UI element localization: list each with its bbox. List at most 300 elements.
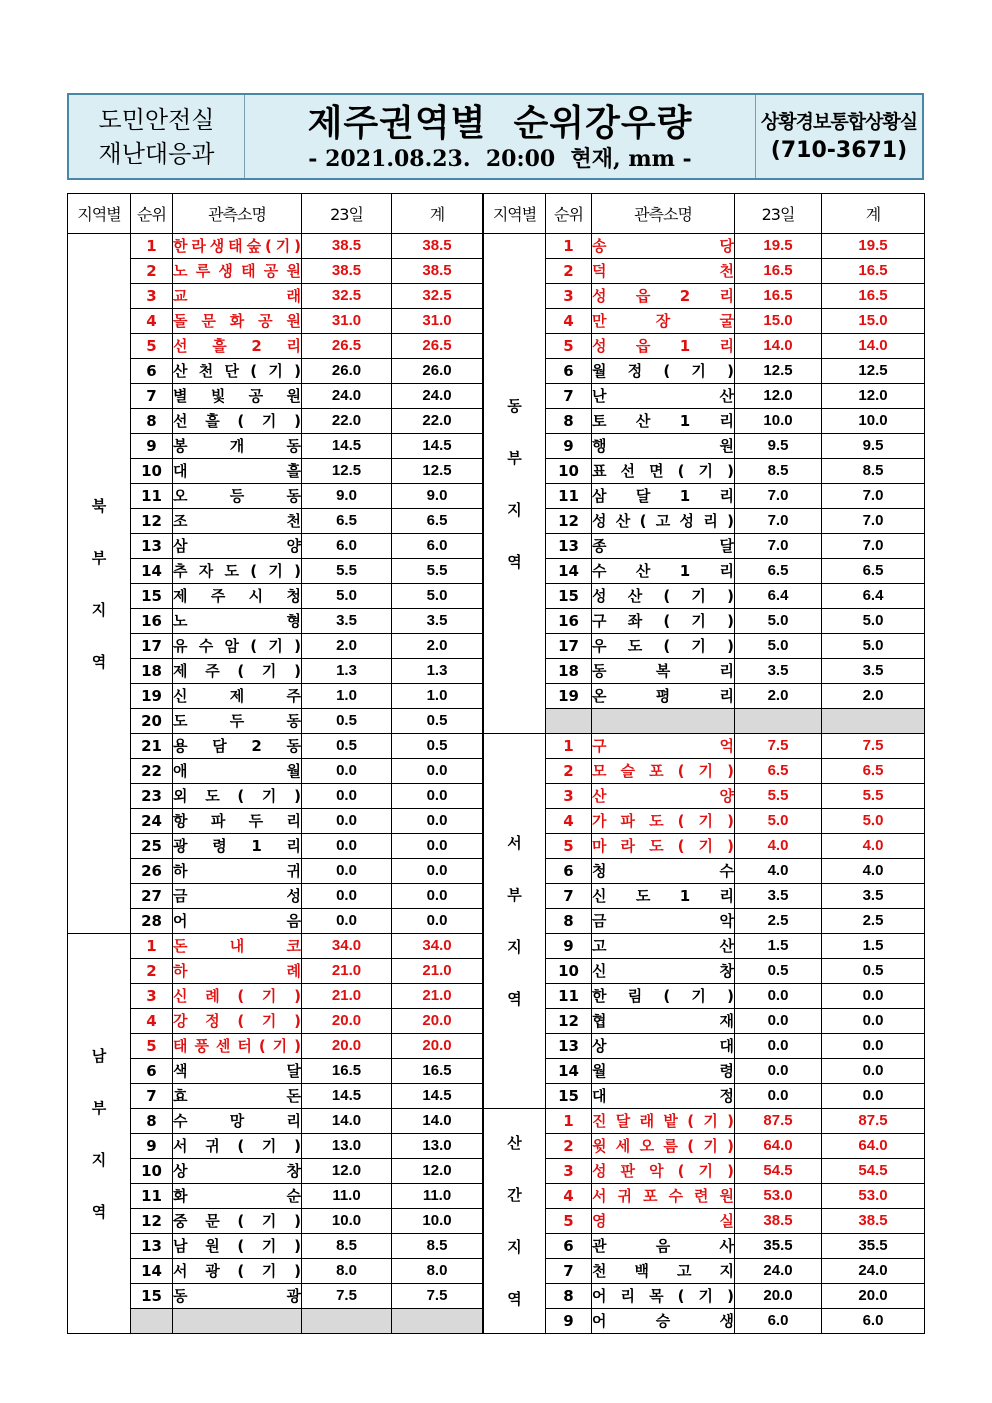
table-row	[484, 1284, 925, 1309]
day-rainfall-cell: 21.0	[302, 959, 392, 984]
total-rainfall-cell: 5.0	[392, 584, 483, 609]
table-row	[68, 484, 483, 509]
rank-cell: 3	[546, 784, 592, 809]
station-name: 삼 달 1 리	[592, 487, 734, 505]
station-name-cell	[173, 384, 302, 409]
rank-cell: 12	[131, 509, 173, 534]
rank-cell: 15	[546, 1084, 592, 1109]
station-name: 산 천 단 ( 기 )	[173, 362, 301, 380]
day-rainfall-cell: 1.0	[302, 684, 392, 709]
station-name-cell	[592, 984, 735, 1009]
total-rainfall-cell: 14.5	[392, 434, 483, 459]
station-name: 서 귀 ( 기 )	[173, 1137, 301, 1155]
day-rainfall-cell: 5.0	[302, 584, 392, 609]
station-name: 수 망 리	[173, 1112, 301, 1130]
table-row	[68, 409, 483, 434]
day-rainfall-cell: 38.5	[735, 1209, 822, 1234]
rank-cell: 5	[546, 334, 592, 359]
station-name-cell	[173, 1059, 302, 1084]
day-rainfall-cell: 32.5	[302, 284, 392, 309]
station-name-cell	[592, 884, 735, 909]
day-rainfall-cell: 3.5	[302, 609, 392, 634]
day-rainfall-cell: 6.0	[302, 534, 392, 559]
station-name: 청 수	[592, 862, 734, 880]
day-rainfall-cell: 3.5	[735, 884, 822, 909]
table-row	[484, 584, 925, 609]
table-row	[68, 834, 483, 859]
total-rainfall-cell: 14.5	[392, 1084, 483, 1109]
station-name-cell	[592, 1184, 735, 1209]
station-name: 상 대	[592, 1037, 734, 1055]
table-row	[484, 659, 925, 684]
station-name-cell	[173, 1084, 302, 1109]
station-name-cell	[173, 459, 302, 484]
table-row	[484, 759, 925, 784]
table-row	[68, 1084, 483, 1109]
rank-cell: 11	[131, 1184, 173, 1209]
day-rainfall-cell: 26.0	[302, 359, 392, 384]
rank-cell: 15	[131, 584, 173, 609]
column-header-day: 23일	[735, 194, 822, 234]
station-name-cell	[173, 309, 302, 334]
table-row	[484, 459, 925, 484]
day-rainfall-cell: 12.5	[302, 459, 392, 484]
day-rainfall-cell: 8.5	[735, 459, 822, 484]
station-name: 화 순	[173, 1187, 301, 1205]
station-name-cell	[173, 434, 302, 459]
table-row	[484, 1209, 925, 1234]
total-rainfall-cell: 0.0	[392, 784, 483, 809]
day-rainfall-cell: 19.5	[735, 234, 822, 259]
rank-cell: 12	[131, 1209, 173, 1234]
station-name-cell	[173, 1184, 302, 1209]
table-row	[484, 684, 925, 709]
total-rainfall-cell: 12.5	[392, 459, 483, 484]
rank-cell	[131, 1309, 173, 1334]
region-name: 동 부 지 역	[507, 396, 522, 571]
rank-cell: 1	[131, 234, 173, 259]
table-row	[484, 909, 925, 934]
station-name: 행 원	[592, 437, 734, 455]
table-row	[68, 634, 483, 659]
rank-cell: 5	[131, 334, 173, 359]
table-row	[68, 1059, 483, 1084]
station-name-cell	[592, 1259, 735, 1284]
day-rainfall-cell: 5.0	[735, 809, 822, 834]
day-rainfall-cell: 20.0	[302, 1034, 392, 1059]
table-row	[68, 734, 483, 759]
station-name-cell	[592, 834, 735, 859]
station-name: 영 실	[592, 1212, 734, 1230]
day-rainfall-cell: 0.0	[302, 834, 392, 859]
station-name-cell	[173, 1034, 302, 1059]
total-rainfall-cell: 0.0	[392, 809, 483, 834]
day-rainfall-cell: 12.0	[735, 384, 822, 409]
station-name-cell	[592, 409, 735, 434]
total-rainfall-cell: 14.0	[392, 1109, 483, 1134]
rank-cell: 11	[131, 484, 173, 509]
rank-cell: 16	[546, 609, 592, 634]
rank-cell: 9	[546, 434, 592, 459]
rank-cell: 2	[546, 259, 592, 284]
table-row	[484, 884, 925, 909]
total-rainfall-cell: 21.0	[392, 959, 483, 984]
total-rainfall-cell: 3.5	[822, 659, 925, 684]
total-rainfall-cell: 0.0	[822, 1059, 925, 1084]
station-name-cell	[173, 1159, 302, 1184]
station-name-cell	[592, 284, 735, 309]
day-rainfall-cell: 1.5	[735, 934, 822, 959]
rank-cell: 3	[546, 1159, 592, 1184]
station-name: 고 산	[592, 937, 734, 955]
total-rainfall-cell: 2.5	[822, 909, 925, 934]
table-row	[68, 984, 483, 1009]
total-rainfall-cell: 16.5	[822, 284, 925, 309]
station-name-cell	[173, 884, 302, 909]
table-row	[68, 384, 483, 409]
table-row	[68, 1209, 483, 1234]
station-name: 태 풍 센 터 ( 기 )	[173, 1037, 301, 1055]
table-row	[68, 934, 483, 959]
station-name: 금 성	[173, 887, 301, 905]
station-name: 성 산 ( 고 성 리 )	[592, 512, 734, 530]
table-row	[68, 259, 483, 284]
day-rainfall-cell: 35.5	[735, 1234, 822, 1259]
column-header-rank: 순위	[131, 194, 173, 234]
day-rainfall-cell: 9.0	[302, 484, 392, 509]
station-name: 돈 내 코	[173, 937, 301, 955]
station-name: 구 억	[592, 737, 734, 755]
day-rainfall-cell: 20.0	[735, 1284, 822, 1309]
rank-cell: 6	[131, 1059, 173, 1084]
rank-cell: 18	[546, 659, 592, 684]
day-rainfall-cell: 3.5	[735, 659, 822, 684]
table-row	[484, 959, 925, 984]
column-header-region: 지역별	[68, 194, 131, 234]
station-name: 월 정 ( 기 )	[592, 362, 734, 380]
station-name-cell	[592, 759, 735, 784]
total-rainfall-cell: 7.5	[822, 734, 925, 759]
station-name-cell	[592, 909, 735, 934]
total-rainfall-cell: 26.0	[392, 359, 483, 384]
table-row	[68, 1234, 483, 1259]
total-rainfall-cell: 12.0	[392, 1159, 483, 1184]
station-name-cell	[592, 484, 735, 509]
day-rainfall-cell: 7.0	[735, 534, 822, 559]
station-name-cell	[173, 809, 302, 834]
station-name-cell	[173, 534, 302, 559]
rank-cell: 20	[131, 709, 173, 734]
total-rainfall-cell: 32.5	[392, 284, 483, 309]
rank-cell: 3	[131, 984, 173, 1009]
left-table-body	[68, 234, 483, 1334]
table-row	[484, 359, 925, 384]
table-header-row	[68, 194, 483, 234]
table-row	[68, 609, 483, 634]
station-name: 동 복 리	[592, 662, 734, 680]
station-name: 토 산 1 리	[592, 412, 734, 430]
total-rainfall-cell	[392, 1309, 483, 1334]
table-row	[68, 459, 483, 484]
station-name-cell	[173, 559, 302, 584]
day-rainfall-cell: 87.5	[735, 1109, 822, 1134]
station-name-cell	[592, 334, 735, 359]
day-rainfall-cell: 0.5	[302, 709, 392, 734]
station-name: 하 례	[173, 962, 301, 980]
rank-cell: 10	[546, 459, 592, 484]
station-name-cell	[592, 259, 735, 284]
contact-box	[755, 95, 922, 178]
station-name: 모 슬 포 ( 기 )	[592, 762, 734, 780]
rank-cell: 14	[546, 559, 592, 584]
station-name-cell	[592, 1134, 735, 1159]
station-name-cell	[173, 1284, 302, 1309]
day-rainfall-cell: 12.0	[302, 1159, 392, 1184]
rank-cell: 7	[546, 884, 592, 909]
table-row	[484, 484, 925, 509]
table-row	[68, 909, 483, 934]
total-rainfall-cell: 6.5	[822, 759, 925, 784]
total-rainfall-cell: 24.0	[822, 1259, 925, 1284]
table-row	[484, 1309, 925, 1334]
rank-cell: 7	[131, 384, 173, 409]
column-header-day: 23일	[302, 194, 392, 234]
total-rainfall-cell: 5.5	[822, 784, 925, 809]
station-name-cell	[592, 584, 735, 609]
station-name-cell	[173, 284, 302, 309]
table-row	[484, 1184, 925, 1209]
day-rainfall-cell: 7.0	[735, 484, 822, 509]
total-rainfall-cell: 13.0	[392, 1134, 483, 1159]
station-name: 하 귀	[173, 862, 301, 880]
table-row	[68, 684, 483, 709]
department-line-1: 도민안전실	[98, 105, 215, 134]
table-row	[484, 559, 925, 584]
total-rainfall-cell: 0.0	[392, 859, 483, 884]
day-rainfall-cell: 4.0	[735, 859, 822, 884]
day-rainfall-cell	[735, 709, 822, 734]
day-rainfall-cell: 5.0	[735, 634, 822, 659]
station-name: 조 천	[173, 512, 301, 530]
day-rainfall-cell: 0.0	[302, 759, 392, 784]
total-rainfall-cell: 0.0	[392, 884, 483, 909]
table-row	[484, 234, 925, 259]
total-rainfall-cell: 24.0	[392, 384, 483, 409]
station-name-cell	[173, 259, 302, 284]
station-name-cell	[173, 934, 302, 959]
station-name: 별 빛 공 원	[173, 387, 301, 405]
total-rainfall-cell: 16.5	[822, 259, 925, 284]
total-rainfall-cell: 7.0	[822, 534, 925, 559]
station-name: 금 악	[592, 912, 734, 930]
right-rainfall-table	[483, 193, 925, 1334]
total-rainfall-cell: 6.5	[392, 509, 483, 534]
station-name-cell	[592, 309, 735, 334]
table-row	[484, 1009, 925, 1034]
total-rainfall-cell: 5.0	[822, 634, 925, 659]
station-name-cell	[592, 459, 735, 484]
rank-cell: 3	[131, 284, 173, 309]
right-table-body	[484, 234, 925, 1334]
day-rainfall-cell: 4.0	[735, 834, 822, 859]
station-name: 신 제 주	[173, 687, 301, 705]
region-name: 북 부 지 역	[91, 496, 107, 671]
total-rainfall-cell: 1.3	[392, 659, 483, 684]
total-rainfall-cell: 7.0	[822, 484, 925, 509]
day-rainfall-cell: 24.0	[735, 1259, 822, 1284]
rank-cell: 10	[546, 959, 592, 984]
total-rainfall-cell: 1.5	[822, 934, 925, 959]
table-row	[484, 609, 925, 634]
day-rainfall-cell: 0.0	[735, 1034, 822, 1059]
rank-cell: 21	[131, 734, 173, 759]
station-name: 한 라 생 태 숲 ( 기 )	[173, 237, 301, 255]
station-name-cell	[592, 1234, 735, 1259]
rank-cell: 8	[546, 909, 592, 934]
station-name: 가 파 도 ( 기 )	[592, 812, 734, 830]
day-rainfall-cell	[302, 1309, 392, 1334]
rank-cell: 17	[546, 634, 592, 659]
total-rainfall-cell: 19.5	[822, 234, 925, 259]
day-rainfall-cell: 9.5	[735, 434, 822, 459]
column-header-total: 계	[392, 194, 483, 234]
rank-cell: 2	[131, 959, 173, 984]
rank-cell: 7	[131, 1084, 173, 1109]
station-name-cell	[173, 234, 302, 259]
total-rainfall-cell: 35.5	[822, 1234, 925, 1259]
station-name-cell	[592, 234, 735, 259]
table-row	[68, 509, 483, 534]
table-row	[68, 284, 483, 309]
table-row	[68, 1109, 483, 1134]
station-name-cell	[592, 634, 735, 659]
station-name: 색 달	[173, 1062, 301, 1080]
total-rainfall-cell: 53.0	[822, 1184, 925, 1209]
table-row	[484, 834, 925, 859]
total-rainfall-cell: 4.0	[822, 834, 925, 859]
total-rainfall-cell: 4.0	[822, 859, 925, 884]
rank-cell: 1	[546, 734, 592, 759]
rank-cell: 6	[546, 1234, 592, 1259]
total-rainfall-cell: 9.5	[822, 434, 925, 459]
total-rainfall-cell: 0.5	[392, 734, 483, 759]
table-row	[484, 309, 925, 334]
total-rainfall-cell: 8.0	[392, 1259, 483, 1284]
rank-cell: 9	[546, 934, 592, 959]
rank-cell: 11	[546, 484, 592, 509]
total-rainfall-cell: 20.0	[822, 1284, 925, 1309]
station-name-cell	[592, 609, 735, 634]
total-rainfall-cell: 34.0	[392, 934, 483, 959]
station-name-cell	[173, 334, 302, 359]
station-name: 신 도 1 리	[592, 887, 734, 905]
column-header-rank: 순위	[546, 194, 592, 234]
table-row	[68, 809, 483, 834]
column-header-region: 지역별	[484, 194, 546, 234]
station-name: 광 령 1 리	[173, 837, 301, 855]
station-name: 대 흘	[173, 462, 301, 480]
total-rainfall-cell: 0.0	[822, 1084, 925, 1109]
rank-cell: 24	[131, 809, 173, 834]
rank-cell: 10	[131, 1159, 173, 1184]
station-name-cell	[592, 1284, 735, 1309]
station-name: 교 래	[173, 287, 301, 305]
station-name-cell	[173, 959, 302, 984]
station-name-cell	[592, 1109, 735, 1134]
station-name: 제 주 시 청	[173, 587, 301, 605]
rank-cell: 19	[546, 684, 592, 709]
report-timestamp: - 2021.08.23. 20:00 현재, mm -	[308, 145, 692, 172]
day-rainfall-cell: 15.0	[735, 309, 822, 334]
page-title: 제주권역별 순위강우량	[307, 102, 693, 144]
station-name: 추 자 도 ( 기 )	[173, 562, 301, 580]
day-rainfall-cell: 8.5	[302, 1234, 392, 1259]
total-rainfall-cell: 0.0	[392, 834, 483, 859]
day-rainfall-cell: 7.5	[302, 1284, 392, 1309]
rank-cell: 9	[131, 1134, 173, 1159]
day-rainfall-cell: 22.0	[302, 409, 392, 434]
total-rainfall-cell: 22.0	[392, 409, 483, 434]
day-rainfall-cell: 5.5	[302, 559, 392, 584]
station-name: 월 령	[592, 1062, 734, 1080]
rank-cell: 8	[131, 409, 173, 434]
station-name-cell	[173, 759, 302, 784]
rank-cell: 13	[131, 1234, 173, 1259]
region-label	[484, 1109, 546, 1334]
station-name-cell	[592, 1059, 735, 1084]
contact-phone: (710-3671)	[770, 137, 908, 163]
day-rainfall-cell: 7.5	[735, 734, 822, 759]
day-rainfall-cell: 53.0	[735, 1184, 822, 1209]
station-name: 한 림 ( 기 )	[592, 987, 734, 1005]
table-row	[68, 334, 483, 359]
station-name: 서 광 ( 기 )	[173, 1262, 301, 1280]
table-row	[68, 1159, 483, 1184]
column-header-total: 계	[822, 194, 925, 234]
station-name: 외 도 ( 기 )	[173, 787, 301, 805]
rank-cell: 6	[546, 859, 592, 884]
table-row	[68, 359, 483, 384]
rank-cell: 8	[546, 1284, 592, 1309]
rank-cell: 11	[546, 984, 592, 1009]
day-rainfall-cell: 5.5	[735, 784, 822, 809]
station-name-cell	[173, 659, 302, 684]
day-rainfall-cell: 2.5	[735, 909, 822, 934]
rank-cell: 16	[131, 609, 173, 634]
total-rainfall-cell: 0.5	[392, 709, 483, 734]
rank-cell: 5	[546, 1209, 592, 1234]
table-row	[484, 284, 925, 309]
day-rainfall-cell: 0.0	[735, 1059, 822, 1084]
station-name: 유 수 암 ( 기 )	[173, 637, 301, 655]
rank-cell: 1	[546, 234, 592, 259]
total-rainfall-cell: 6.4	[822, 584, 925, 609]
station-name: 진 달 래 밭 ( 기 )	[592, 1112, 734, 1130]
total-rainfall-cell: 0.0	[392, 759, 483, 784]
day-rainfall-cell: 38.5	[302, 234, 392, 259]
station-name: 어 승 생	[592, 1312, 734, 1330]
day-rainfall-cell: 0.0	[302, 809, 392, 834]
station-name: 표 선 면 ( 기 )	[592, 462, 734, 480]
day-rainfall-cell: 0.0	[735, 984, 822, 1009]
total-rainfall-cell: 9.0	[392, 484, 483, 509]
blank-row	[484, 709, 925, 734]
rank-cell: 12	[546, 509, 592, 534]
total-rainfall-cell: 3.5	[392, 609, 483, 634]
total-rainfall-cell: 8.5	[392, 1234, 483, 1259]
station-name-cell	[173, 1259, 302, 1284]
rank-cell: 14	[131, 1259, 173, 1284]
